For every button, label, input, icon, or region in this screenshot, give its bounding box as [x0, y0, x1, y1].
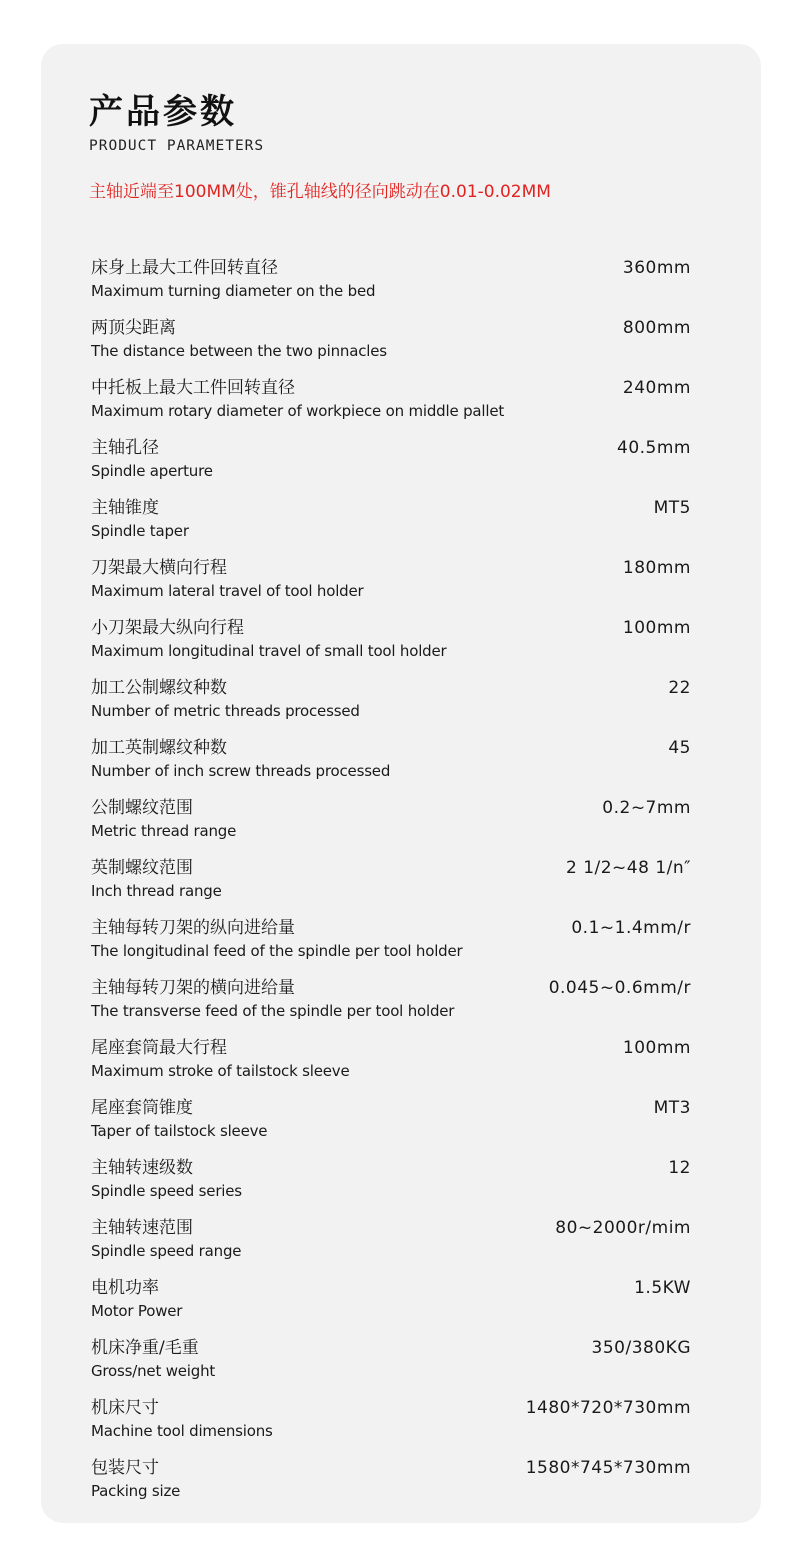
parameter-name-zh: 加工公制螺纹种数 — [91, 678, 227, 698]
page-title: 产品参数 — [89, 92, 237, 132]
parameter-row — [91, 437, 691, 497]
parameter-name-en: Number of inch screw threads processed — [91, 762, 391, 780]
parameter-row — [91, 317, 691, 377]
parameter-row — [91, 737, 691, 797]
parameter-row — [91, 797, 691, 857]
parameter-name-zh: 公制螺纹范围 — [91, 798, 193, 818]
parameter-name-en: The distance between the two pinnacles — [91, 342, 387, 360]
parameters-card — [41, 44, 761, 1523]
parameter-value: 360mm — [622, 258, 691, 278]
parameter-value: 1480*720*730mm — [525, 1398, 691, 1418]
parameter-name-zh: 中托板上最大工件回转直径 — [91, 378, 295, 398]
parameter-name-en: The longitudinal feed of the spindle per tool holder — [91, 942, 463, 960]
parameter-row — [91, 617, 691, 677]
runout-notice: 主轴近端至100MM处，锥孔轴线的径向跳动在0.01-0.02MM — [89, 182, 551, 202]
parameter-name-zh: 包装尺寸 — [91, 1458, 159, 1478]
parameter-name-en: Maximum rotary diameter of workpiece on middle pallet — [91, 402, 505, 420]
parameter-value: MT5 — [653, 498, 691, 518]
parameter-name-zh: 床身上最大工件回转直径 — [91, 258, 278, 278]
parameter-value: 800mm — [622, 318, 691, 338]
parameter-row — [91, 977, 691, 1037]
parameter-name-zh: 刀架最大横向行程 — [91, 558, 227, 578]
parameter-name-zh: 主轴转速范围 — [91, 1218, 193, 1238]
parameter-name-zh: 小刀架最大纵向行程 — [91, 618, 244, 638]
parameter-value: 1580*745*730mm — [525, 1458, 691, 1478]
parameter-name-zh: 尾座套筒最大行程 — [91, 1038, 227, 1058]
parameter-row — [91, 557, 691, 617]
parameter-name-en: Gross/net weight — [91, 1362, 216, 1380]
parameter-value: 45 — [668, 738, 691, 758]
parameter-value: 0.2~7mm — [602, 798, 691, 818]
parameter-name-zh: 英制螺纹范围 — [91, 858, 193, 878]
parameter-name-en: Maximum turning diameter on the bed — [91, 282, 376, 300]
parameter-name-zh: 主轴孔径 — [91, 438, 159, 458]
parameter-name-zh: 主轴转速级数 — [91, 1158, 193, 1178]
parameter-row — [91, 917, 691, 977]
parameter-value: 180mm — [622, 558, 691, 578]
parameter-list — [91, 257, 691, 1517]
parameter-name-en: Taper of tailstock sleeve — [91, 1122, 268, 1140]
parameter-name-en: Packing size — [91, 1482, 181, 1500]
parameter-name-en: Number of metric threads processed — [91, 702, 360, 720]
parameter-value: 40.5mm — [617, 438, 691, 458]
parameter-row — [91, 1097, 691, 1157]
parameter-name-zh: 尾座套筒锥度 — [91, 1098, 193, 1118]
parameter-value: 0.1~1.4mm/r — [571, 918, 691, 938]
parameter-row — [91, 377, 691, 437]
parameter-value: 0.045~0.6mm/r — [548, 978, 691, 998]
parameter-row — [91, 497, 691, 557]
parameter-value: 100mm — [622, 1038, 691, 1058]
parameter-name-en: Machine tool dimensions — [91, 1422, 273, 1440]
parameter-value: 1.5KW — [634, 1278, 691, 1298]
parameter-row — [91, 257, 691, 317]
parameter-value: 240mm — [622, 378, 691, 398]
parameter-name-zh: 电机功率 — [91, 1278, 159, 1298]
page-subtitle: PRODUCT PARAMETERS — [89, 138, 265, 154]
parameter-row — [91, 1277, 691, 1337]
parameter-row — [91, 1157, 691, 1217]
parameter-name-zh: 机床尺寸 — [91, 1398, 159, 1418]
parameter-name-en: Motor Power — [91, 1302, 183, 1320]
parameter-row — [91, 1217, 691, 1277]
parameter-name-zh: 主轴锥度 — [91, 498, 159, 518]
parameter-row — [91, 1037, 691, 1097]
parameter-row — [91, 857, 691, 917]
parameter-value: 22 — [668, 678, 691, 698]
parameter-name-en: Inch thread range — [91, 882, 222, 900]
parameter-value: 350/380KG — [591, 1338, 691, 1358]
parameter-name-zh: 两顶尖距离 — [91, 318, 176, 338]
parameter-name-zh: 主轴每转刀架的纵向进给量 — [91, 918, 295, 938]
parameter-name-en: The transverse feed of the spindle per tool holder — [91, 1002, 455, 1020]
parameter-value: 80~2000r/mim — [555, 1218, 691, 1238]
parameter-value: 2 1/2~48 1/n″ — [565, 858, 691, 878]
parameter-name-en: Maximum stroke of tailstock sleeve — [91, 1062, 350, 1080]
parameter-name-en: Spindle speed series — [91, 1182, 242, 1200]
parameter-value: 100mm — [622, 618, 691, 638]
parameter-name-zh: 主轴每转刀架的横向进给量 — [91, 978, 295, 998]
parameter-row — [91, 1457, 691, 1517]
parameter-row — [91, 1337, 691, 1397]
parameter-value: MT3 — [653, 1098, 691, 1118]
parameter-row — [91, 677, 691, 737]
parameter-name-en: Metric thread range — [91, 822, 237, 840]
parameter-name-en: Spindle taper — [91, 522, 189, 540]
parameter-value: 12 — [668, 1158, 691, 1178]
parameter-name-en: Maximum lateral travel of tool holder — [91, 582, 364, 600]
parameter-name-en: Spindle aperture — [91, 462, 213, 480]
parameter-name-zh: 加工英制螺纹种数 — [91, 738, 227, 758]
parameter-name-zh: 机床净重/毛重 — [91, 1338, 199, 1358]
parameter-name-en: Maximum longitudinal travel of small tool holder — [91, 642, 447, 660]
parameter-name-en: Spindle speed range — [91, 1242, 242, 1260]
parameter-row — [91, 1397, 691, 1457]
